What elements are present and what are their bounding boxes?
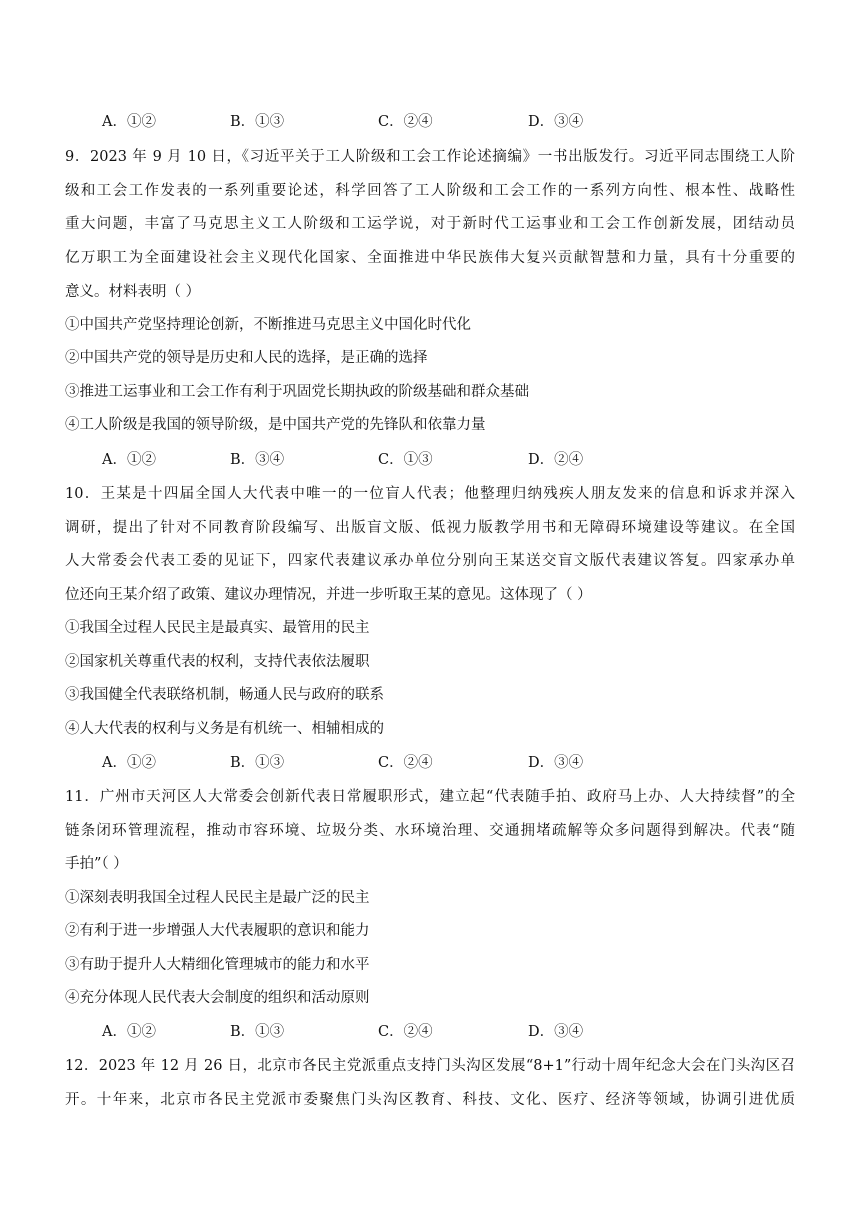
q10-option-c: C．②④ [378,755,433,771]
q10-statement: ①我国全过程人民民主是最真实、最管用的民主 [65,620,370,636]
q9-option-a: A．①② [102,452,156,468]
q10-option-d: D．③④ [528,755,584,771]
q9-statement: ①中国共产党坚持理论创新，不断推进马克思主义中国化时代化 [65,317,471,333]
q10-options [0,753,860,773]
q9-option-c: C．①③ [378,452,433,468]
q11-stem-line: 手拍”（ ） [65,856,128,872]
q9-stem-line: 9．2023 年 9 月 10 日，《习近平关于工人阶级和工会工作论述摘编》一书出版发行。习近平同志围绕工人阶 [65,149,795,165]
q9-stem-line: 意义。材料表明（ ） [65,284,201,300]
q8-options [0,112,860,132]
q10-statement: ④人大代表的权利与义务是有机统一、相辅相成的 [65,721,384,737]
q10-stem-line: 人大常委会代表工委的见证下，四家代表建议承办单位分别向王某送交盲文版代表建议答复。四家承办单 [65,553,795,569]
q9-stem-line: 级和工会工作发表的一系列重要论述，科学回答了工人阶级和工会工作的一系列方向性、根本性、战略性 [65,183,795,199]
q11-option-c: C．②④ [378,1024,433,1040]
q11-statement: ④充分体现人民代表大会制度的组织和活动原则 [65,990,370,1006]
q12-stem-line: 开。十年来，北京市各民主党派市委聚焦门头沟区教育、科技、文化、医疗、经济等领域，协调引进优质 [65,1092,795,1108]
q11-stem-line: 11．广州市天河区人大常委会创新代表日常履职形式，建立起“代表随手拍、政府马上办、人大持续督”的全 [65,789,795,805]
q11-stem-line: 链条闭环管理流程，推动市容环境、垃圾分类、水环境治理、交通拥堵疏解等众多问题得到解决。代表“随 [65,823,795,839]
q11-option-a: A．①② [102,1024,156,1040]
q9-option-d: D．②④ [528,452,584,468]
q10-option-a: A．①② [102,755,156,771]
q9-stem-line: 重大问题，丰富了马克思主义工人阶级和工运学说，对于新时代工运事业和工会工作创新发展，团结动员 [65,216,795,232]
q9-statement: ②中国共产党的领导是历史和人民的选择，是正确的选择 [65,350,428,366]
q11-statement: ③有助于提升人大精细化管理城市的能力和水平 [65,957,370,973]
q9-options [0,450,860,470]
q9-option-b: B．③④ [230,452,285,468]
q10-stem-line: 10．王某是十四届全国人大代表中唯一的一位盲人代表；他整理归纳残疾人朋友发来的信息和诉求并深入 [65,486,795,502]
q12-stem-line: 12．2023 年 12 月 26 日，北京市各民主党派重点支持门头沟区发展“8+1”行动十周年纪念大会在门头沟区召 [65,1058,795,1074]
q8-option-b: B．①③ [230,114,285,130]
q8-option-a: A．①② [102,114,156,130]
q9-stem-line: 亿万职工为全面建设社会主义现代化国家、全面推进中华民族伟大复兴贡献智慧和力量，具有十分重要的 [65,250,795,266]
q11-statement: ②有利于进一步增强人大代表履职的意识和能力 [65,923,370,939]
q10-stem-line: 位还向王某介绍了政策、建议办理情况，并进一步听取王某的意见。这体现了（ ） [65,587,592,603]
q11-option-d: D．③④ [528,1024,584,1040]
q11-statement: ①深刻表明我国全过程人民民主是最广泛的民主 [65,890,370,906]
q11-options [0,1022,860,1042]
q9-statement: ③推进工运事业和工会工作有利于巩固党长期执政的阶级基础和群众基础 [65,384,529,400]
q8-option-d: D．③④ [528,114,584,130]
q10-statement: ③我国健全代表联络机制，畅通人民与政府的联系 [65,687,384,703]
q10-option-b: B．①③ [230,755,285,771]
q11-option-b: B．①③ [230,1024,285,1040]
q10-statement: ②国家机关尊重代表的权利，支持代表依法履职 [65,654,370,670]
q10-stem-line: 调研，提出了针对不同教育阶段编写、出版盲文版、低视力版教学用书和无障碍环境建设等建议。在全国 [65,520,795,536]
q9-statement: ④工人阶级是我国的领导阶级，是中国共产党的先锋队和依靠力量 [65,417,486,433]
q8-option-c: C．②④ [378,114,433,130]
